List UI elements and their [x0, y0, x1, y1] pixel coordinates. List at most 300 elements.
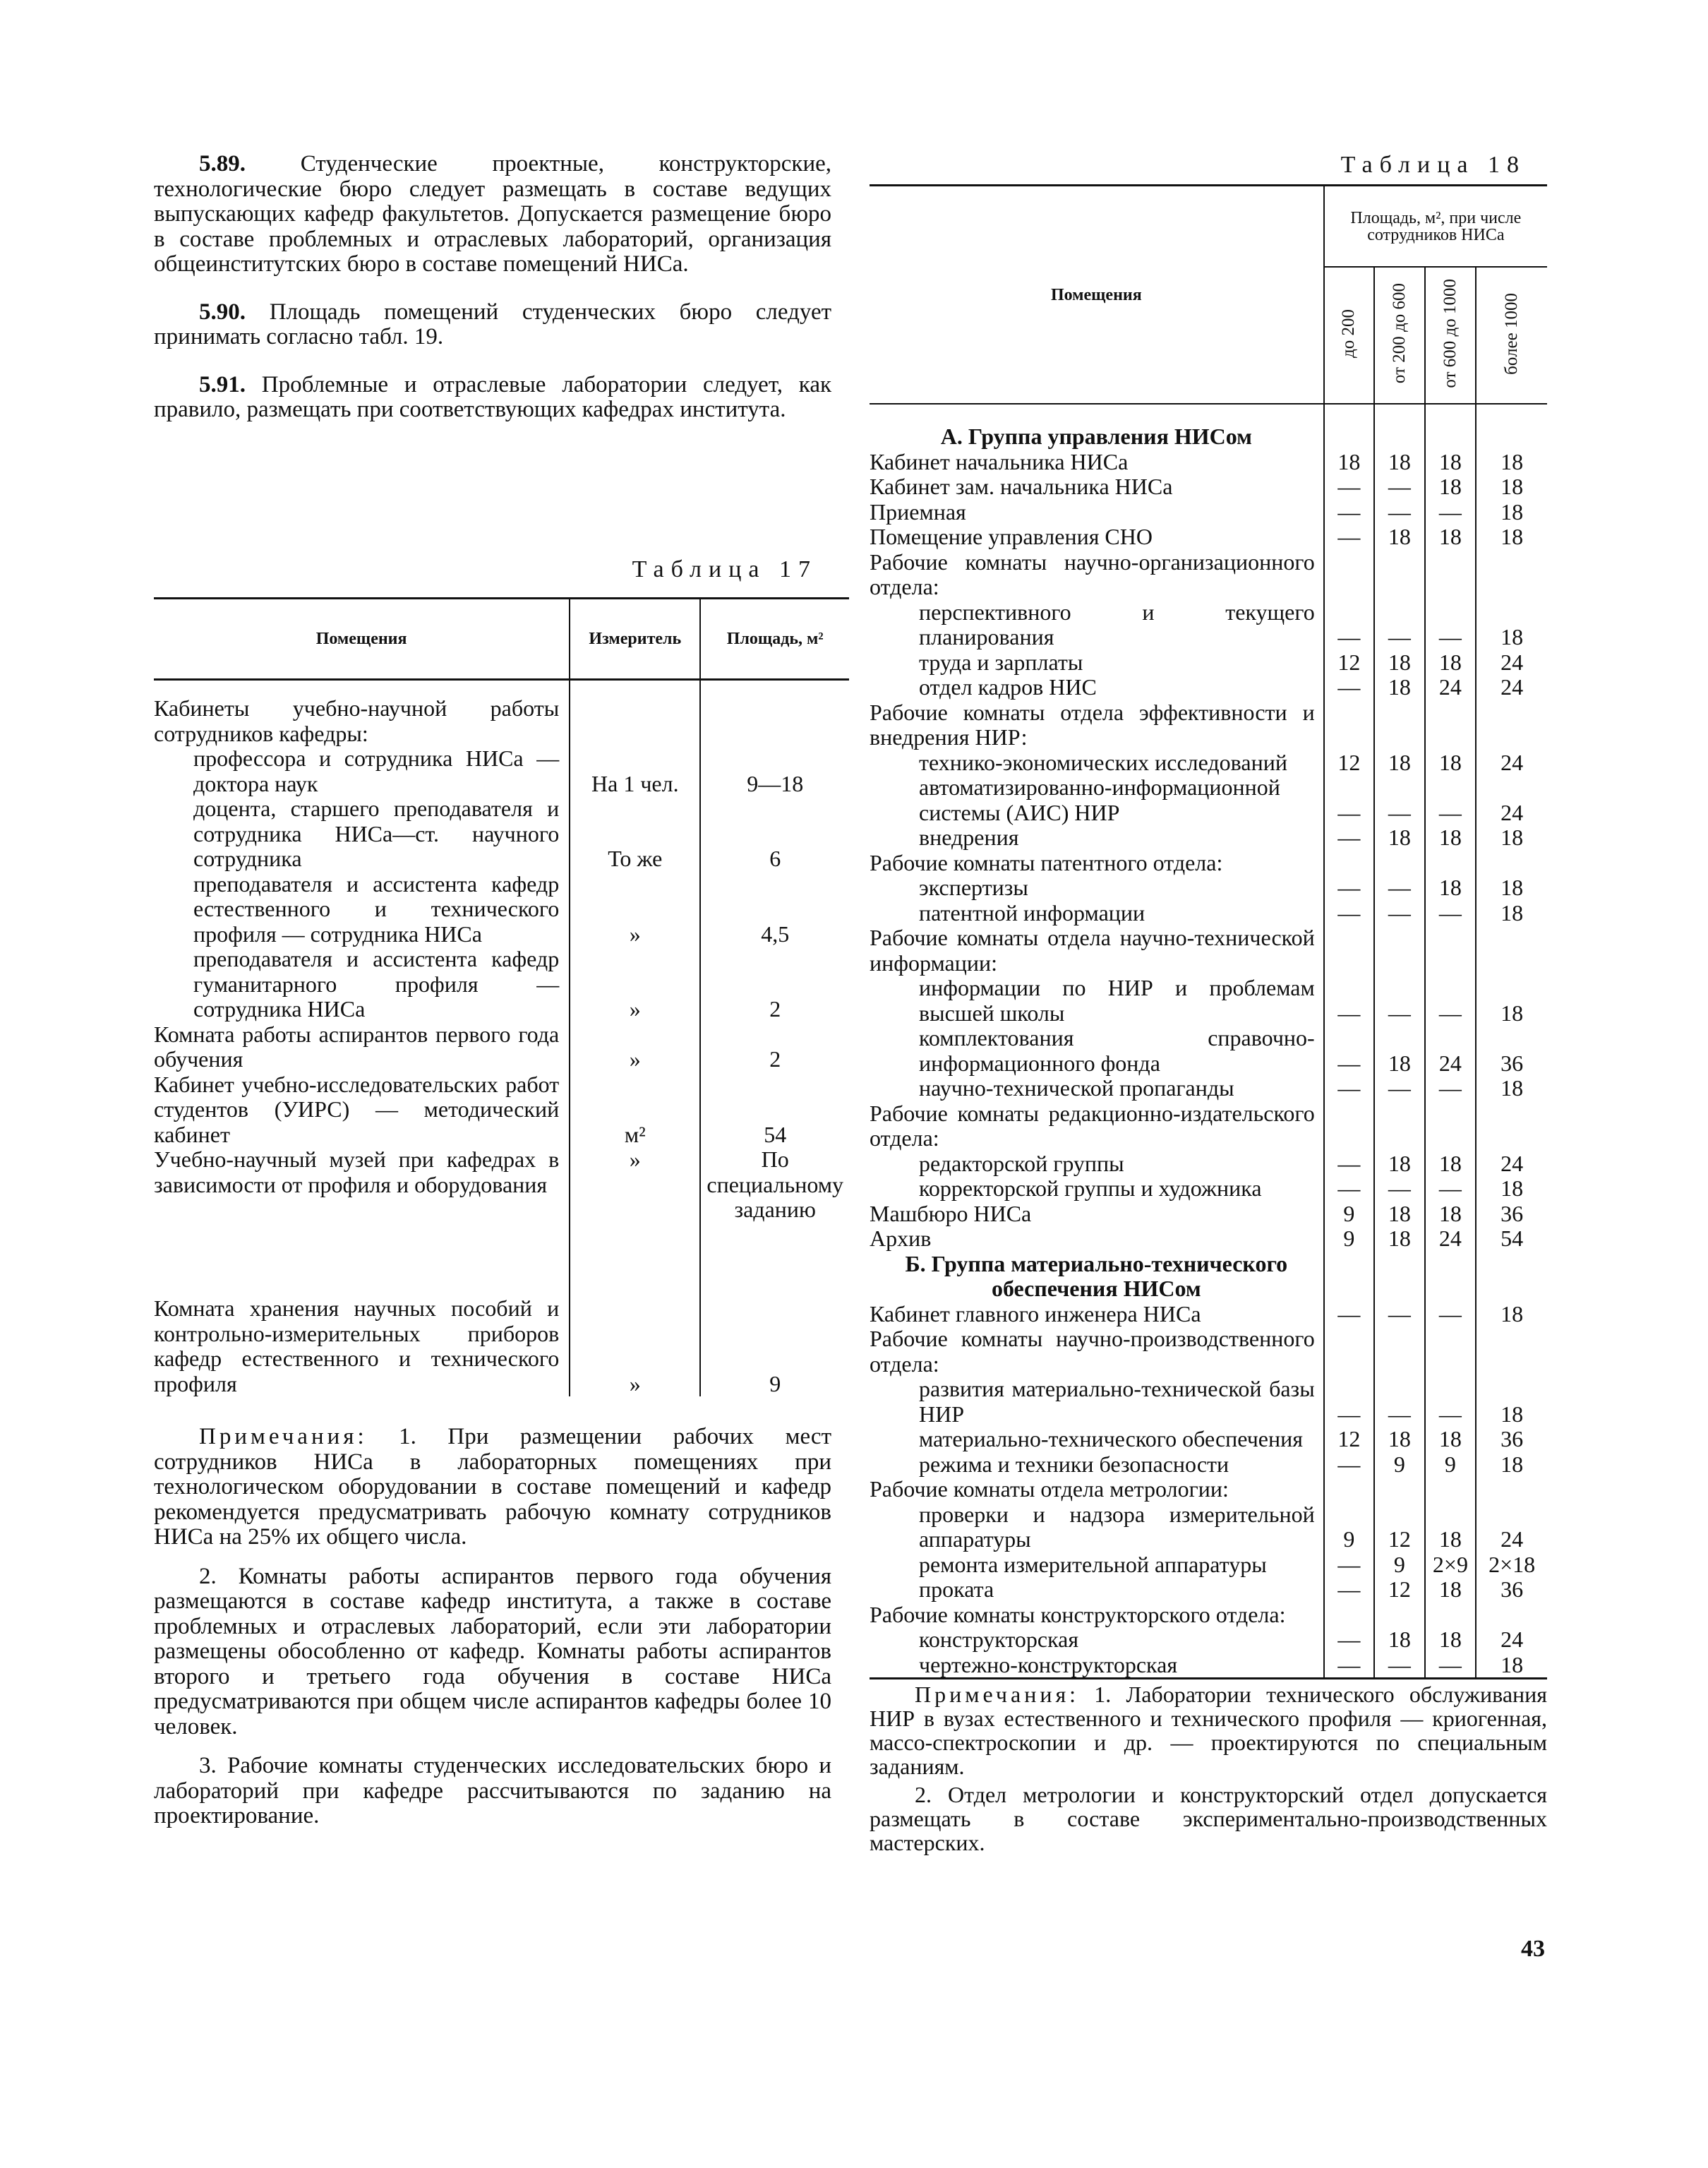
cell-value: 18 — [1425, 1151, 1477, 1177]
table-row — [870, 1477, 1547, 1502]
table18-header-rooms: Помещения — [870, 186, 1324, 405]
cell-value — [1374, 700, 1424, 750]
cell-value: — — [1324, 1627, 1374, 1653]
cell-value: 18 — [1476, 976, 1547, 1026]
cell-room: информации по НИР и проблемам высшей школы — [919, 975, 1315, 1026]
cell-room: материально-технического обеспечения — [919, 1426, 1303, 1451]
table-row — [870, 926, 1547, 976]
cell-value — [1476, 1603, 1547, 1628]
cell-value — [1425, 550, 1477, 600]
cell-value — [1324, 1252, 1374, 1302]
table-row — [870, 1552, 1547, 1578]
cell-value: — — [1425, 1377, 1477, 1427]
cell-value: 24 — [1476, 1502, 1547, 1552]
cell-area: 54 — [764, 1121, 787, 1147]
cell-room: Рабочие комнаты отдела эффективности и внедрения НИР: — [870, 699, 1315, 750]
cell-value: 18 — [1476, 875, 1547, 901]
cell-value — [1324, 926, 1374, 976]
table18-header-area: Площадь, м², при числе сотрудников НИСа — [1324, 186, 1547, 268]
cell-room: Рабочие комнаты научно-производственного отдела: — [870, 1326, 1315, 1377]
table18-notes — [870, 1682, 1547, 1855]
table-row — [154, 1147, 849, 1296]
cell-value — [1374, 851, 1424, 876]
cell-room: Кабинеты учебно-научной работы сотрудников кафедры: — [154, 695, 560, 746]
cell-value — [1324, 1326, 1374, 1377]
cell-room: Кабинет начальника НИСа — [870, 448, 1129, 474]
cell-value: 18 — [1476, 474, 1547, 500]
cell-value: — — [1374, 901, 1424, 926]
cell-value: 9 — [1374, 1452, 1424, 1478]
cell-value: — — [1324, 1552, 1374, 1578]
cell-value: — — [1425, 1076, 1477, 1101]
paragraph-text: Площадь помещений студенческих бюро следует принимать согласно табл. 19. — [154, 299, 832, 349]
cell-room: чертежно-конструкторская — [919, 1651, 1178, 1677]
table-row — [154, 947, 849, 1022]
cell-room: режима и техники безопасности — [919, 1451, 1229, 1477]
cell-value: 9 — [1324, 1202, 1374, 1227]
table-row — [154, 1022, 849, 1072]
cell-value: — — [1425, 901, 1477, 926]
cell-value — [1425, 1101, 1477, 1151]
cell-value — [1425, 1252, 1477, 1302]
cell-value: 18 — [1425, 1502, 1477, 1552]
table-row — [870, 1226, 1547, 1252]
table-row — [154, 872, 849, 947]
table-row — [870, 1502, 1547, 1552]
cell-value — [1374, 1603, 1424, 1628]
note — [870, 1783, 1547, 1855]
cell-value: 18 — [1374, 1151, 1424, 1177]
cell-value — [1476, 700, 1547, 750]
cell-value: 12 — [1324, 750, 1374, 776]
cell-value: 18 — [1425, 825, 1477, 851]
cell-unit: На 1 чел. — [570, 746, 700, 796]
cell-room: доцента, старшего преподавателя и сотрудника НИСа—ст. научного сотрудника — [193, 796, 560, 871]
cell-room: ремонта измерительной аппаратуры — [919, 1551, 1267, 1577]
cell-value: 9 — [1324, 1226, 1374, 1252]
table-row — [870, 1577, 1547, 1603]
cell-value — [1476, 1252, 1547, 1302]
table-row — [870, 1302, 1547, 1327]
paragraph-number: 5.89. — [199, 151, 246, 176]
cell-room: внедрения — [919, 825, 1019, 850]
note — [870, 1682, 1547, 1778]
table-row — [870, 750, 1547, 776]
table-row — [870, 1176, 1547, 1202]
cell-room: Кабинет зам. начальника НИСа — [870, 474, 1173, 499]
cell-value: 18 — [1476, 901, 1547, 926]
cell-room: Кабинет учебно-исследовательских работ студентов (УИРС) — методический кабинет — [154, 1071, 560, 1147]
table18-col-2: от 200 до 600 — [1374, 267, 1424, 404]
cell-value: 18 — [1324, 450, 1374, 475]
cell-value: — — [1374, 775, 1424, 825]
cell-value: 2×18 — [1476, 1552, 1547, 1578]
cell-room: научно-технической пропаганды — [919, 1075, 1234, 1101]
cell-value — [1476, 851, 1547, 876]
table-row — [870, 775, 1547, 825]
cell-value: — — [1425, 976, 1477, 1026]
cell-value — [1425, 926, 1477, 976]
cell-value: 18 — [1425, 650, 1477, 676]
cell-value — [1324, 1101, 1374, 1151]
cell-room: Приемная — [870, 498, 966, 525]
cell-value: 18 — [1425, 1627, 1477, 1653]
cell-value — [1476, 1101, 1547, 1151]
table-row — [870, 1076, 1547, 1101]
cell-room: Машбюро НИСа — [870, 1200, 1032, 1226]
table-row — [870, 1101, 1547, 1151]
cell-value: — — [1324, 1151, 1374, 1177]
cell-value — [1374, 550, 1424, 600]
table-row — [154, 1072, 849, 1148]
cell-value — [1476, 550, 1547, 600]
note — [154, 1564, 831, 1740]
cell-room: преподавателя и ассистента кафедр гуманитарного профиля — сотрудника НИСа — [193, 946, 560, 1022]
cell-unit: м² — [570, 1072, 700, 1148]
cell-value: — — [1324, 600, 1374, 650]
table-row — [154, 746, 849, 796]
note — [154, 1754, 831, 1829]
cell-room: развития материально-технической базы НИР — [919, 1376, 1315, 1427]
table-row — [154, 696, 849, 746]
cell-room: отдел кадров НИС — [919, 674, 1097, 700]
table-row — [870, 1326, 1547, 1377]
table17-body — [154, 680, 849, 1397]
cell-value: — — [1324, 500, 1374, 525]
cell-room: Рабочие комнаты отдела метрологии: — [870, 1476, 1229, 1502]
cell-value: 18 — [1476, 600, 1547, 650]
cell-area: 9 — [769, 1370, 781, 1396]
cell-value: — — [1324, 976, 1374, 1026]
cell-value: 18 — [1374, 1026, 1424, 1076]
table-row — [870, 1452, 1547, 1478]
table18-body — [870, 404, 1547, 1677]
right-column — [870, 152, 1547, 1859]
cell-value — [1374, 1101, 1424, 1151]
table17 — [154, 597, 849, 1396]
table-row — [870, 650, 1547, 676]
cell-area — [700, 696, 849, 746]
cell-value: — — [1324, 525, 1374, 550]
cell-value: 18 — [1425, 450, 1477, 475]
cell-value — [1324, 424, 1374, 450]
cell-value — [1425, 1603, 1477, 1628]
table-row — [870, 851, 1547, 876]
paragraph-text: Проблемные и отраслевые лаборатории следует, как правило, размещать при соответствующих кафедрах института. — [154, 371, 832, 422]
cell-value: 18 — [1374, 1427, 1424, 1452]
cell-value: 12 — [1374, 1577, 1424, 1603]
cell-value — [1374, 926, 1424, 976]
cell-value: 18 — [1476, 1653, 1547, 1678]
cell-value: 18 — [1476, 1176, 1547, 1202]
cell-value: — — [1324, 1577, 1374, 1603]
cell-area: 6 — [769, 846, 781, 871]
table17-header-area: Площадь, м² — [700, 599, 849, 680]
cell-unit: То же — [570, 796, 700, 872]
cell-room: Комната работы аспирантов первого года обучения — [154, 1021, 560, 1072]
table-row — [870, 1252, 1547, 1302]
cell-value: — — [1374, 875, 1424, 901]
cell-value: — — [1374, 1302, 1424, 1327]
table-row — [870, 1026, 1547, 1076]
table-row — [870, 1151, 1547, 1177]
cell-value — [1425, 1326, 1477, 1377]
cell-room: Рабочие комнаты научно-организационного отдела: — [870, 549, 1315, 599]
table-row — [870, 550, 1547, 600]
cell-value: — — [1324, 1653, 1374, 1678]
cell-value: 24 — [1476, 650, 1547, 676]
cell-value — [1324, 1603, 1374, 1628]
table18-caption: Таблица 18 — [1340, 152, 1526, 178]
cell-value — [1476, 1326, 1547, 1377]
cell-room: проката — [919, 1576, 994, 1602]
cell-value: 18 — [1374, 825, 1424, 851]
cell-value: 18 — [1476, 450, 1547, 475]
paragraph-number: 5.90. — [199, 299, 246, 325]
table18 — [870, 184, 1547, 1677]
table-row — [870, 700, 1547, 750]
cell-room: автоматизированно-информационной системы (АИС) НИР — [919, 774, 1280, 825]
cell-room: Помещение управления СНО — [870, 524, 1153, 549]
cell-value — [1425, 1477, 1477, 1502]
cell-value: 12 — [1324, 650, 1374, 676]
cell-room: корректорской группы и художника — [919, 1175, 1262, 1201]
cell-room: технико-экономических исследований — [919, 749, 1287, 775]
cell-value: — — [1324, 474, 1374, 500]
table-row — [154, 1296, 849, 1396]
cell-value: 18 — [1374, 1226, 1424, 1252]
cell-room: конструкторская — [919, 1627, 1079, 1652]
cell-room: проверки и надзора измерительной аппаратуры — [919, 1501, 1315, 1552]
cell-unit: » — [570, 872, 700, 947]
cell-value — [1476, 926, 1547, 976]
cell-value: — — [1425, 1653, 1477, 1678]
cell-value — [1374, 424, 1424, 450]
table18-col-1: до 200 — [1324, 267, 1374, 404]
paragraph — [154, 373, 831, 423]
cell-area: 9—18 — [747, 770, 804, 796]
cell-value — [1324, 1477, 1374, 1502]
cell-value: 12 — [1324, 1427, 1374, 1452]
cell-value: 9 — [1324, 1502, 1374, 1552]
cell-value: 2×9 — [1425, 1552, 1477, 1578]
cell-value — [1476, 424, 1547, 450]
cell-value: 36 — [1476, 1026, 1547, 1076]
cell-area: 4,5 — [761, 921, 790, 947]
table-row — [870, 1653, 1547, 1678]
cell-room: Рабочие комнаты редакционно-издательского отдела: — [870, 1100, 1315, 1151]
cell-room: Рабочие комнаты патентного отдела: — [870, 849, 1223, 875]
cell-value: — — [1374, 1076, 1424, 1101]
cell-value: — — [1374, 600, 1424, 650]
cell-value: — — [1324, 1452, 1374, 1478]
table-row — [870, 474, 1547, 500]
cell-room: Архив — [870, 1226, 932, 1251]
cell-room: Кабинет главного инженера НИСа — [870, 1300, 1201, 1326]
cell-value: — — [1324, 1176, 1374, 1202]
table-row — [870, 424, 1547, 450]
cell-value: — — [1324, 1377, 1374, 1427]
page-number: 43 — [1521, 1936, 1545, 1962]
cell-value — [1425, 700, 1477, 750]
cell-value: — — [1324, 1302, 1374, 1327]
paragraph-list — [154, 152, 831, 423]
cell-value — [1425, 424, 1477, 450]
paragraph-text: Студенческие проектные, конструкторские, технологические бюро следует размещать в составе ведущих выпускающих кафедр факультетов. Допускается размещение бюро в составе проблемных и отраслевых лабораторий, организация общеинститутских бюро в составе помещений НИСа. — [154, 151, 832, 277]
cell-value: 24 — [1476, 775, 1547, 825]
table-row — [870, 875, 1547, 901]
cell-unit: » — [570, 1147, 700, 1296]
cell-room: профессора и сотрудника НИСа — доктора наук — [193, 745, 560, 796]
cell-unit — [570, 696, 700, 746]
table-row — [870, 976, 1547, 1026]
cell-value: — — [1425, 775, 1477, 825]
cell-value: 18 — [1374, 650, 1424, 676]
cell-value: 18 — [1476, 1076, 1547, 1101]
table-row — [870, 600, 1547, 650]
cell-room: экспертизы — [919, 875, 1028, 900]
table-row — [870, 525, 1547, 550]
cell-value: — — [1324, 1076, 1374, 1101]
cell-value: 24 — [1425, 1026, 1477, 1076]
cell-value: — — [1425, 1176, 1477, 1202]
cell-value: 18 — [1476, 825, 1547, 851]
cell-value: 18 — [1425, 1577, 1477, 1603]
table18-col-3: от 600 до 1000 — [1425, 267, 1477, 404]
cell-value: 18 — [1425, 474, 1477, 500]
cell-value: 12 — [1374, 1502, 1424, 1552]
cell-value: 24 — [1476, 1151, 1547, 1177]
cell-value: 36 — [1476, 1202, 1547, 1227]
cell-value: — — [1374, 976, 1424, 1026]
paragraph — [154, 152, 831, 277]
note — [154, 1425, 831, 1550]
cell-room: патентной информации — [919, 899, 1145, 926]
cell-value: 24 — [1476, 1627, 1547, 1653]
table-row — [870, 500, 1547, 525]
cell-value: 18 — [1374, 450, 1424, 475]
cell-value: 18 — [1425, 1427, 1477, 1452]
cell-value: — — [1324, 675, 1374, 700]
table17-header-rooms: Помещения — [154, 599, 570, 680]
cell-value: — — [1374, 1176, 1424, 1202]
table-row — [870, 1377, 1547, 1427]
cell-room: Комната хранения научных пособий и контрольно-измерительных приборов кафедр естественного и технического профиля — [154, 1295, 560, 1396]
cell-value: 54 — [1476, 1226, 1547, 1252]
table17-caption: Таблица 17 — [632, 556, 817, 582]
cell-value — [1324, 550, 1374, 600]
cell-value: — — [1374, 1653, 1424, 1678]
note-text: 3. Рабочие комнаты студенческих исследовательских бюро и лабораторий при кафедре рассчитываются по заданию на проектирование. — [154, 1753, 831, 1828]
table-row — [870, 825, 1547, 851]
cell-value: 18 — [1476, 500, 1547, 525]
notes-label: Примечания: — [915, 1682, 1080, 1707]
cell-value: 24 — [1476, 750, 1547, 776]
cell-unit: » — [570, 947, 700, 1022]
cell-value: — — [1324, 775, 1374, 825]
cell-value: 36 — [1476, 1577, 1547, 1603]
cell-room: перспективного и текущего планирования — [919, 599, 1315, 649]
table18-col-4: более 1000 — [1476, 267, 1547, 404]
cell-value — [1374, 1477, 1424, 1502]
table-row — [870, 1427, 1547, 1452]
cell-room: Б. Группа материально-технического обеспечения НИСом — [905, 1250, 1288, 1301]
table17-header-unit: Измеритель — [570, 599, 700, 680]
cell-value: 18 — [1476, 525, 1547, 550]
table-row — [870, 1202, 1547, 1227]
cell-value: — — [1425, 1302, 1477, 1327]
cell-value — [1324, 851, 1374, 876]
paragraph-number: 5.91. — [199, 371, 246, 397]
cell-value — [1425, 851, 1477, 876]
cell-value: 24 — [1425, 1226, 1477, 1252]
cell-value — [1374, 1252, 1424, 1302]
cell-room: преподавателя и ассистента кафедр естественного и технического профиля — сотрудника НИСа — [193, 870, 560, 947]
cell-value: 18 — [1476, 1302, 1547, 1327]
cell-room: А. Группа управления НИСом — [940, 424, 1252, 449]
cell-area: По специальному заданию — [706, 1146, 843, 1222]
cell-value — [1476, 1477, 1547, 1502]
cell-value: — — [1324, 825, 1374, 851]
cell-value: 18 — [1476, 1452, 1547, 1478]
note-text: 1. При размещении рабочих мест сотрудников НИСа в лабораторных помещениях при технологическом оборудовании в составе помещений и кафедр рекомендуется предусматривать рабочую комнату сотрудников НИСа на 25% их общего числа. — [154, 1424, 831, 1550]
cell-room: комплектования справочно-информационного фонда — [919, 1025, 1315, 1076]
cell-value: — — [1425, 500, 1477, 525]
cell-value: 18 — [1374, 1202, 1424, 1227]
cell-unit: » — [570, 1296, 700, 1396]
left-column — [154, 151, 843, 1843]
cell-room: редакторской группы — [919, 1150, 1124, 1176]
cell-value: 18 — [1374, 675, 1424, 700]
cell-value: 18 — [1425, 525, 1477, 550]
table-row — [870, 1627, 1547, 1653]
cell-room: Учебно-научный музей при кафедрах в зависимости от профиля и оборудования — [154, 1146, 560, 1197]
table-row — [870, 1603, 1547, 1628]
paragraph — [154, 300, 831, 350]
table-row — [870, 450, 1547, 475]
cell-value: — — [1324, 901, 1374, 926]
cell-area: 2 — [769, 1046, 781, 1072]
cell-value: 18 — [1374, 1627, 1424, 1653]
cell-room: труда и зарплаты — [919, 649, 1083, 675]
cell-value — [1374, 1326, 1424, 1377]
table-row — [154, 796, 849, 872]
note-text: 1. Лаборатории технического обслуживания НИР в вузах естественного и технического профиля — криогенная, массо-спектроскопии и др. — проектируются по специальным заданиям. — [870, 1682, 1548, 1779]
cell-value: 24 — [1425, 675, 1477, 700]
cell-value: — — [1374, 474, 1424, 500]
cell-value: 18 — [1425, 875, 1477, 901]
cell-area: 2 — [769, 996, 781, 1022]
cell-value: 18 — [1425, 1202, 1477, 1227]
cell-value: — — [1374, 500, 1424, 525]
cell-value: — — [1425, 600, 1477, 650]
table-row — [870, 901, 1547, 926]
cell-value: — — [1374, 1377, 1424, 1427]
cell-value: 9 — [1374, 1552, 1424, 1578]
note-text: 2. Отдел метрологии и конструкторский отдел допускается размещать в составе экспериментально-производственных мастерских. — [870, 1782, 1547, 1855]
cell-value: — — [1324, 875, 1374, 901]
cell-room: Рабочие комнаты конструкторского отдела: — [870, 1601, 1286, 1627]
note-text: 2. Комнаты работы аспирантов первого года обучения размещаются в составе кафедр института, а также в составе проблемных и отраслевых лабораторий, если эти лаборатории размещены обособленно от кафедр. Комнаты работы аспирантов второго и третьего года обучения в составе НИСа предусматриваются при общем числе аспирантов кафедры более 10 человек. — [154, 1563, 831, 1739]
cell-value: 9 — [1425, 1452, 1477, 1478]
cell-value: — — [1324, 1026, 1374, 1076]
cell-value: 24 — [1476, 675, 1547, 700]
cell-room: Рабочие комнаты отдела научно-технической информации: — [870, 925, 1315, 976]
cell-value: 18 — [1374, 750, 1424, 776]
table17-notes — [154, 1425, 831, 1829]
table-row — [870, 675, 1547, 700]
cell-value: 18 — [1374, 525, 1424, 550]
